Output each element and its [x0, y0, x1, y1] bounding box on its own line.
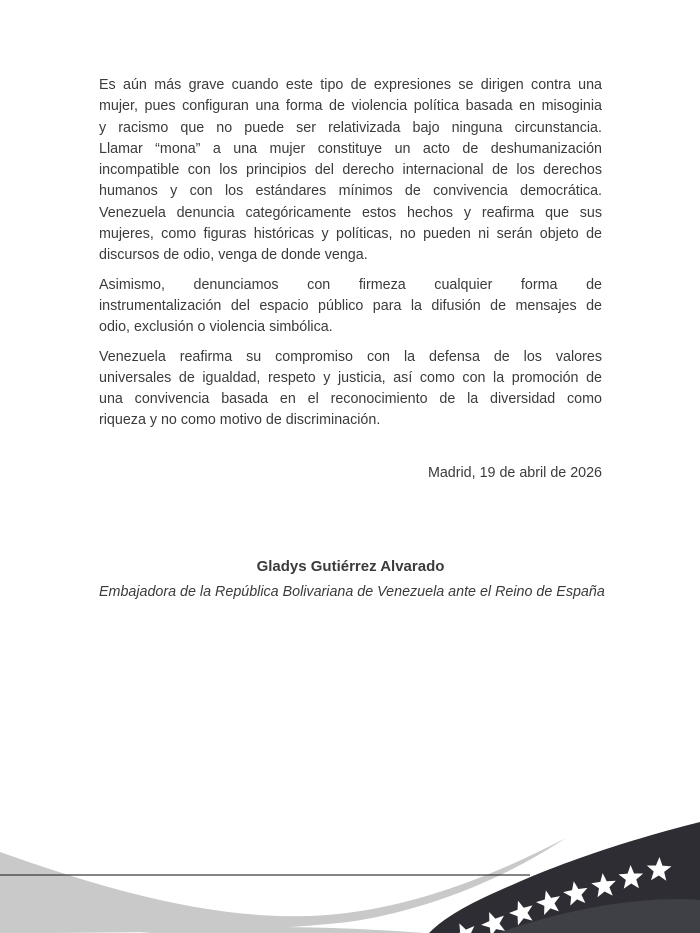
body-line: mujeres, como figuras históricas y políticas, no pueden ni serán objeto de	[99, 226, 602, 243]
body-line: Venezuela reafirma su compromiso con la defensa de los valores	[99, 348, 602, 365]
body-line: Es aún más grave cuando este tipo de expresiones se dirigen contra una	[99, 77, 602, 93]
paragraph	[99, 75, 602, 267]
body-line: discursos de odio, venga de donde venga.	[99, 247, 368, 264]
letter-body	[99, 0, 605, 604]
signature-name: Gladys Gutiérrez Alvarado	[256, 558, 445, 576]
body-line: y racismo que no puede ser relativizada bajo ninguna circunstancia.	[99, 119, 602, 136]
body-line: riqueza y no como motivo de discriminación.	[99, 412, 381, 429]
paragraph	[99, 275, 602, 339]
body-line: una convivencia basada en el reconocimiento de la diversidad como	[99, 391, 602, 408]
body-line: Llamar “mona” a una mujer constituye un acto de deshumanización	[99, 140, 602, 157]
body-line: odio, exclusión o violencia simbólica.	[99, 319, 333, 336]
footer-decoration	[0, 788, 700, 933]
body-line: mujer, pues configuran una forma de violencia política basada en misoginia	[99, 98, 602, 115]
paragraph	[99, 347, 602, 432]
body-line: Asimismo, denunciamos con firmeza cualquier forma de	[99, 276, 602, 293]
body-line: instrumentalización del espacio público para la difusión de mensajes de	[99, 297, 602, 314]
body-line: humanos y con los estándares mínimos de convivencia democrática.	[99, 183, 602, 200]
body-line: Venezuela denuncia categóricamente estos hechos y reafirma que sus	[99, 204, 602, 221]
body-line: universales de igualdad, respeto y justicia, así como con la promoción de	[99, 369, 602, 386]
body-line: incompatible con los principios del derecho internacional de los derechos	[99, 162, 602, 179]
dateline: Madrid, 19 de abril de 2026	[427, 464, 602, 481]
signature-title: Embajadora de la República Bolivariana de Venezuela ante el Reino de España	[99, 584, 605, 601]
